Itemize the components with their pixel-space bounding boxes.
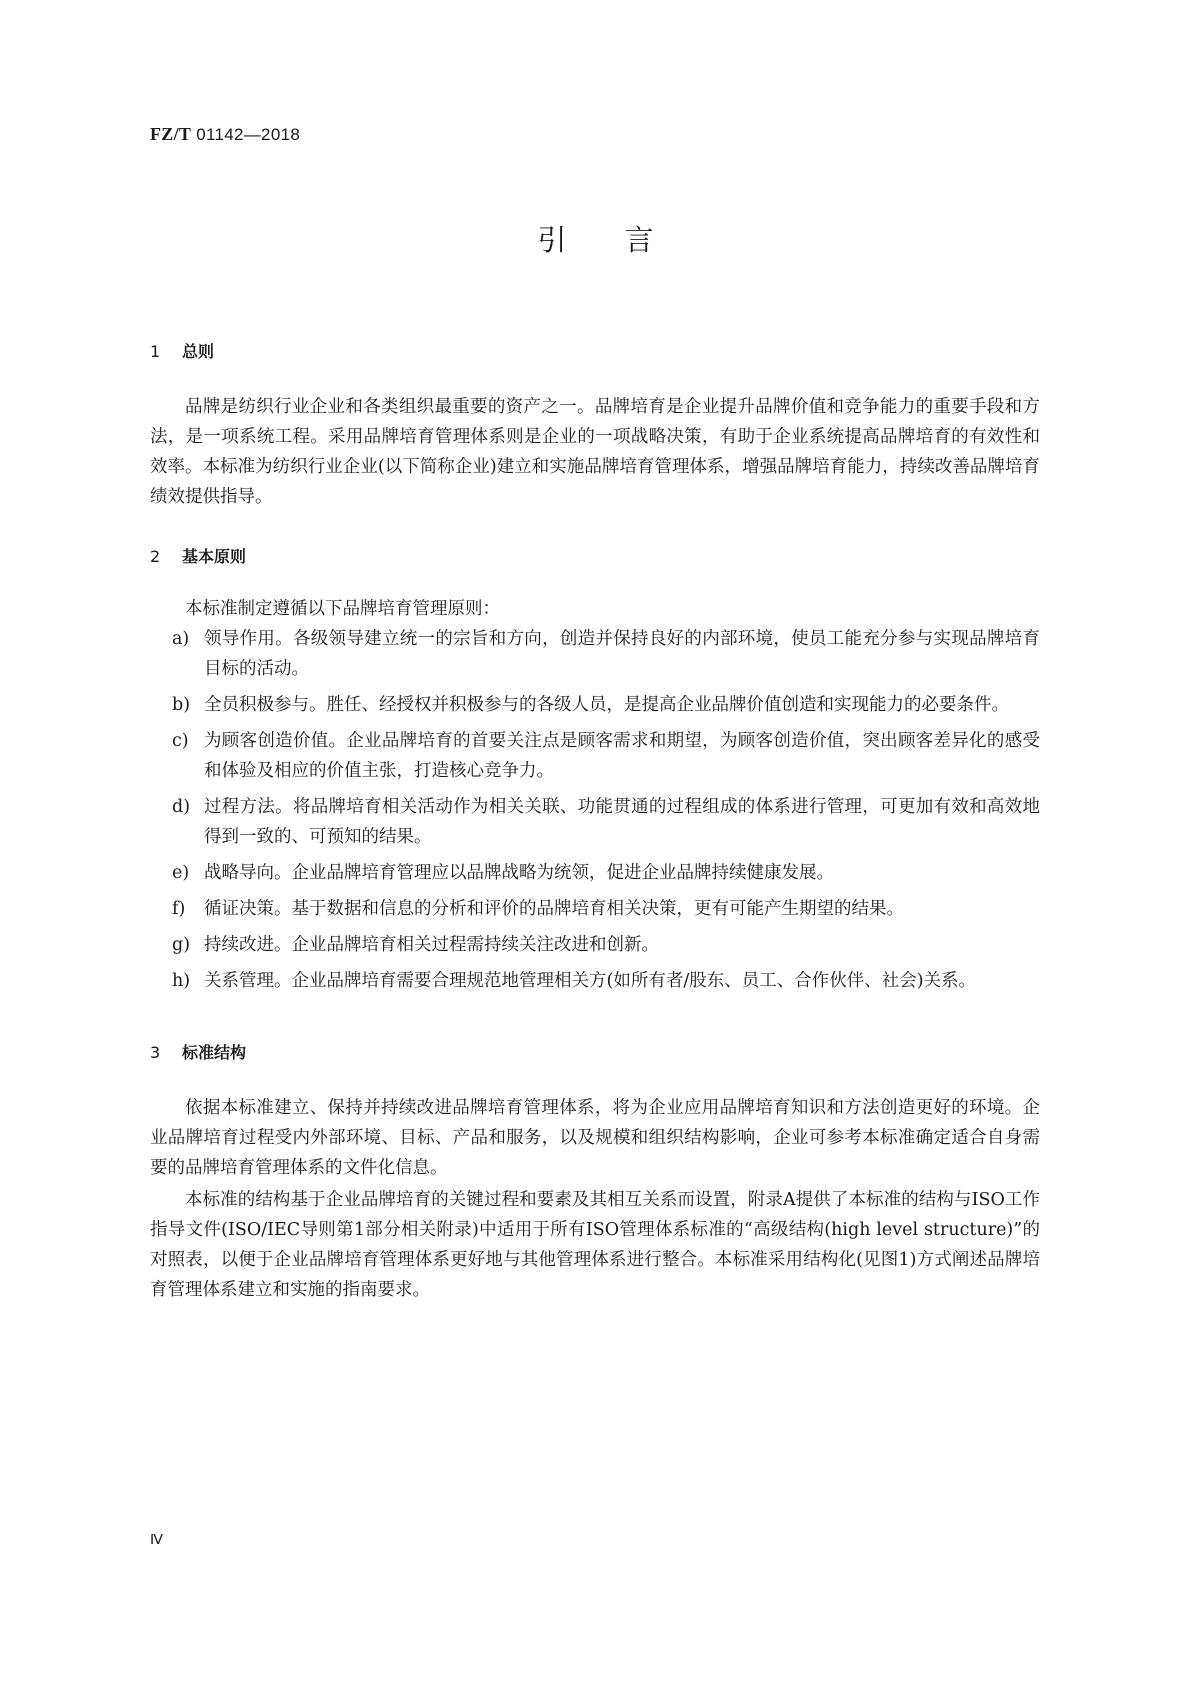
standard-code-prefix: FZ/T [150,124,192,144]
section-3-paragraph-2: 本标准的结构基于企业品牌培育的关键过程和要素及其相互关系而设置，附录A提供了本标准的结构与ISO工作指导文件(ISO/IEC导则第1部分相关附录)中适用于所有ISO管理体系标准的“高级结构(high level structure)”的对照表，以便于企业品牌培育管理体系更好地与其他管理体系进行整合。本标准采用结构化(见图1)方式阐述品牌培育管理体系建立和实施的指南要求。 [150,1190,1040,1300]
list-item-text: 为顾客创造价值。企业品牌培育的首要关注点是顾客需求和期望，为顾客创造价值，突出顾客差异化的感受和体验及相应的价值主张，打造核心竞争力。 [204,731,1040,781]
list-item [150,966,1040,996]
list-item-text: 关系管理。企业品牌培育需要合理规范地管理相关方(如所有者/股东、员工、合作伙伴、社会)关系。 [204,971,977,991]
list-item [150,930,1040,960]
section-1-paragraph: 品牌是纺织行业企业和各类组织最重要的资产之一。品牌培育是企业提升品牌价值和竞争能力的重要手段和方法，是一项系统工程。采用品牌培育管理体系则是企业的一项战略决策，有助于企业系统提高品牌培育的有效性和效率。本标准为纺织行业企业(以下简称企业)建立和实施品牌培育管理体系，增强品牌培育能力，持续改善品牌培育绩效提供指导。 [150,397,1040,507]
section-3-paragraph-1: 依据本标准建立、保持并持续改进品牌培育管理体系，将为企业应用品牌培育知识和方法创造更好的环境。企业品牌培育过程受内外部环境、目标、产品和服务，以及规模和组织结构影响，企业可参考本标准确定适合自身需要的品牌培育管理体系的文件化信息。 [150,1098,1040,1178]
principles-list [150,624,1040,1002]
list-item-text: 领导作用。各级领导建立统一的宗旨和方向，创造并保持良好的内部环境，使员工能充分参与实现品牌培育目标的活动。 [204,629,1040,679]
list-item-mark: g) [172,935,191,955]
section-2-intro: 本标准制定遵循以下品牌培育管理原则： [185,599,500,619]
section-3-number: 3 [150,1043,161,1062]
list-item-mark: h) [172,971,191,991]
list-item [150,624,1040,684]
page-number: Ⅳ [150,1533,163,1548]
section-2-title: 基本原则 [182,547,247,566]
standard-code-number: 01142—2018 [196,125,301,144]
section-1-title: 总则 [182,342,215,361]
section-2-heading [150,544,246,567]
section-1-number: 1 [150,342,161,361]
list-item-mark: e) [172,863,190,883]
list-item-text: 过程方法。将品牌培育相关活动作为相关关联、功能贯通的过程组成的体系进行管理，可更加有效和高效地得到一致的、可预知的结果。 [204,797,1040,847]
list-item-mark: f) [172,899,186,919]
list-item [150,726,1040,786]
page-title: 引言 [537,223,712,257]
section-3-heading [150,1040,246,1063]
list-item-mark: d) [172,797,191,817]
list-item-text: 循证决策。基于数据和信息的分析和评价的品牌培育相关决策，更有可能产生期望的结果。 [204,899,904,919]
list-item [150,858,1040,888]
list-item [150,894,1040,924]
section-3-title: 标准结构 [182,1043,247,1062]
standard-code [150,124,300,145]
list-item [150,690,1040,720]
section-2-number: 2 [150,547,161,566]
list-item-mark: b) [172,695,191,715]
section-1-heading [150,339,214,362]
list-item-text: 全员积极参与。胜任、经授权并积极参与的各级人员，是提高企业品牌价值创造和实现能力的必要条件。 [204,695,1009,715]
list-item-text: 战略导向。企业品牌培育管理应以品牌战略为统领，促进企业品牌持续健康发展。 [204,863,834,883]
list-item-mark: a) [172,629,190,649]
list-item-mark: c) [172,731,189,751]
list-item [150,792,1040,852]
list-item-text: 持续改进。企业品牌培育相关过程需持续关注改进和创新。 [204,935,659,955]
